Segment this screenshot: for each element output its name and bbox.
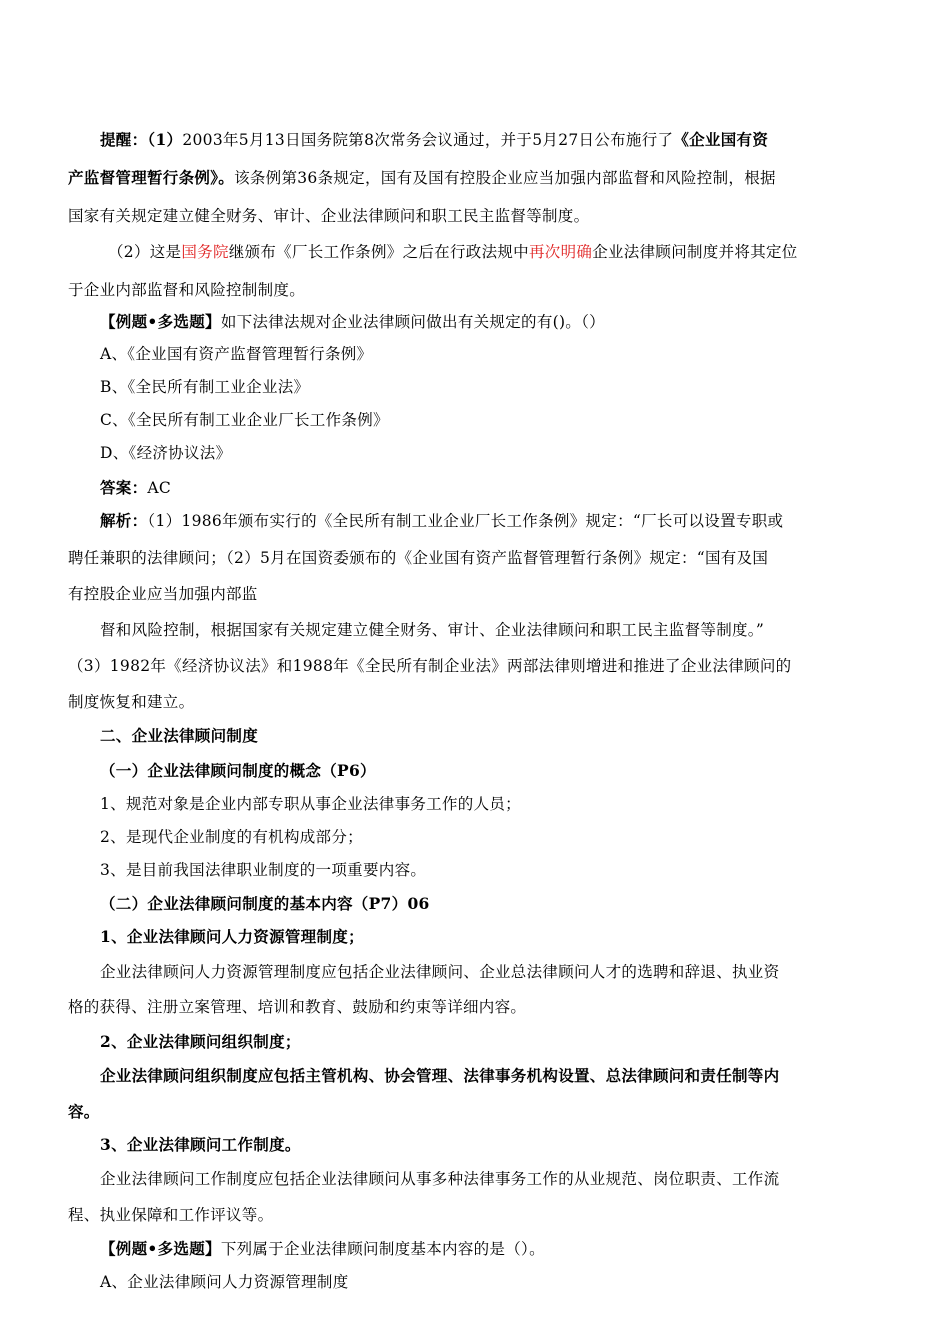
example1-answer: 答案：AC — [100, 478, 172, 497]
example1-analysis-line-6: 制度恢复和建立。 — [68, 693, 195, 711]
reminder-label: 提醒： — [100, 130, 148, 149]
reminder-p2-line-2: 于企业内部监督和风险控制制度。 — [68, 281, 306, 299]
example1-analysis-line-3: 有控股企业应当加强内部监 — [68, 585, 258, 603]
example1-analysis-line-5: （3）1982年《经济协议法》和1988年《全民所有制企业法》两部法律则增进和推进了企业法律顾问的 — [68, 657, 792, 675]
content-item3-line-1: 企业法律顾问工作制度应包括企业法律顾问从事多种法律事务工作的从业规范、岗位职责、工作流 — [100, 1170, 780, 1188]
reminder-line-2: 产监督管理暂行条例》。该条例第36条规定，国有及国有控股企业应当加强内部监督和风险控制，根据 — [68, 168, 776, 187]
example1-option-d: D、《经济协议法》 — [100, 444, 232, 462]
example1-option-a: A、《企业国有资产监督管理暂行条例》 — [100, 345, 373, 363]
content-item2-line-2: 容。 — [68, 1102, 100, 1121]
content-item2-line-1: 企业法律顾问组织制度应包括主管机构、协会管理、法律事务机构设置、总法律顾问和责任制等内 — [100, 1066, 780, 1085]
content-item3-line-2: 程、执业保障和工作评议等。 — [68, 1206, 274, 1224]
example1-option-b: B、《全民所有制工业企业法》 — [100, 378, 310, 396]
reminder-line-1: 提醒：（1）2003年5月13日国务院第8次常务会议通过，并于5月27日公布施行了《企业国有资 — [100, 130, 769, 149]
example1-option-c: C、《全民所有制工业企业厂长工作条例》 — [100, 411, 389, 429]
example1-analysis-line-2: 聘任兼职的法律顾问；（2）5月在国资委颁布的《企业国有资产监督管理暂行条例》规定：“国有及国 — [68, 549, 769, 567]
highlight-zaicimingque: 再次明确 — [528, 243, 593, 261]
reminder-line-3: 国家有关规定建立健全财务、审计、企业法律顾问和职工民主监督等制度。 — [68, 207, 590, 225]
content-item3-title: 3、企业法律顾问工作制度。 — [100, 1135, 301, 1154]
example1-tag: 【例题•多选题】 — [100, 312, 221, 331]
content-item1-title: 1、企业法律顾问人力资源管理制度； — [100, 927, 364, 946]
concept-item-2: 2、是现代企业制度的有机构成部分； — [100, 828, 363, 846]
example1-analysis-line-1: 解析：（1）1986年颁布实行的《全民所有制工业企业厂长工作条例》规定：“厂长可以设置专职或 — [100, 511, 784, 530]
concept-item-3: 3、是目前我国法律职业制度的一项重要内容。 — [100, 861, 427, 879]
example2-option-a: A、企业法律顾问人力资源管理制度 — [100, 1273, 349, 1291]
content-item1-line-1: 企业法律顾问人力资源管理制度应包括企业法律顾问、企业总法律顾问人才的选聘和辞退、执业资 — [100, 963, 780, 981]
concept-item-1: 1、规范对象是企业内部专职从事企业法律事务工作的人员； — [100, 795, 521, 813]
section2-heading: 二、企业法律顾问制度 — [100, 726, 259, 745]
section2-sub1-heading: （一）企业法律顾问制度的概念（P6） — [100, 761, 376, 780]
example2-question: 【例题•多选题】下列属于企业法律顾问制度基本内容的是（）。 — [100, 1239, 545, 1258]
highlight-guowuyuan: 国务院 — [181, 243, 229, 261]
section2-sub2-heading: （二）企业法律顾问制度的基本内容（P7）06 — [100, 894, 430, 913]
example1-question: 【例题•多选题】如下法律法规对企业法律顾问做出有关规定的有()。（） — [100, 312, 605, 331]
content-item2-title: 2、企业法律顾问组织制度； — [100, 1032, 301, 1051]
example1-analysis-line-4: 督和风险控制，根据国家有关规定建立健全财务、审计、企业法律顾问和职工民主监督等制度。” — [100, 621, 765, 639]
content-item1-line-2: 格的获得、注册立案管理、培训和教育、鼓励和约束等详细内容。 — [68, 998, 527, 1016]
reminder-p2-line-1: （2）这是国务院继颁布《厂长工作条例》之后在行政法规中再次明确企业法律顾问制度并将其定位 — [108, 243, 798, 261]
example2-tag: 【例题•多选题】 — [100, 1239, 221, 1258]
